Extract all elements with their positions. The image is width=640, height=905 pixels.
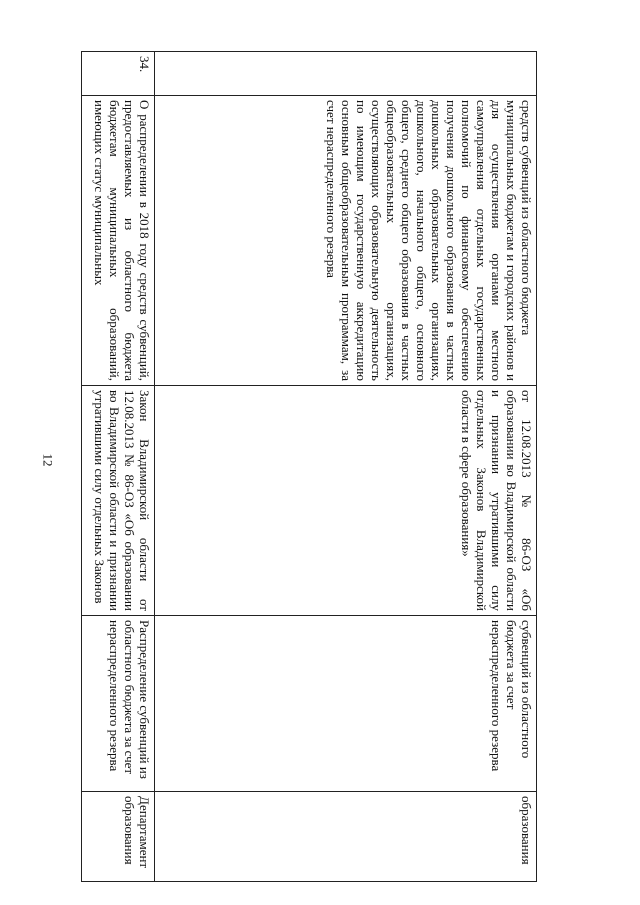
row-number-cell <box>82 52 155 96</box>
legal-act: Закон Владимирской области от 12.08.2013 № 86-ОЗ «Об образовании во Владимирской области и признании утратившими силу отдельных Законов <box>92 390 152 611</box>
measure-name-cell <box>82 96 155 386</box>
legal-act: от 12.08.2013 № 86-ОЗ «Об образовании во Владимирской области и признании утратившими силу отдельных Законов Владимирской области в сфере образования» <box>459 390 534 611</box>
executor-cell <box>82 792 155 882</box>
row-number: 34. <box>137 56 152 73</box>
table-row <box>82 52 155 882</box>
table-row <box>155 52 537 882</box>
measure-name: О распределении в 2018 году средств субвенций, предоставляемых из областного бюджета бюджетам муниципальных образований, имеющих статус муниципальных <box>92 100 152 381</box>
row-number-cell <box>155 52 537 96</box>
measure-name: средств субвенций из областного бюджета муниципальных бюджетам и городских районов и для осуществления органами местного самоуправления отдельных государственных полномочий по финансовому обеспечению получения дошкольного образования в частных дошкольных образовательных организациях, дошкольного, начального общего, основного общего, среднего общего образования в частных общеобразовательных организациях, осуществляющих образовательную деятельность по имеющим государственную аккредитацию основным общеобразовательным программам, за счет нераспределенного резерва <box>324 100 534 381</box>
executor-text: образования <box>519 796 534 865</box>
executor-cell <box>155 792 537 882</box>
legal-act-cell <box>82 386 155 616</box>
legislation-table <box>81 51 537 882</box>
basis-text: субвенций из областного бюджета за счет нераспределенного резерва <box>489 620 534 772</box>
basis-cell <box>155 616 537 792</box>
measure-name-cell <box>155 96 537 386</box>
rotated-table-container <box>82 51 537 881</box>
legal-act-cell <box>155 386 537 616</box>
basis-text: Распределение субвенций из областного бюджета за счет нераспределенного резерва <box>107 620 152 779</box>
page-number: 12 <box>40 453 56 467</box>
basis-cell <box>82 616 155 792</box>
executor-text: Департамент образования <box>122 796 152 869</box>
